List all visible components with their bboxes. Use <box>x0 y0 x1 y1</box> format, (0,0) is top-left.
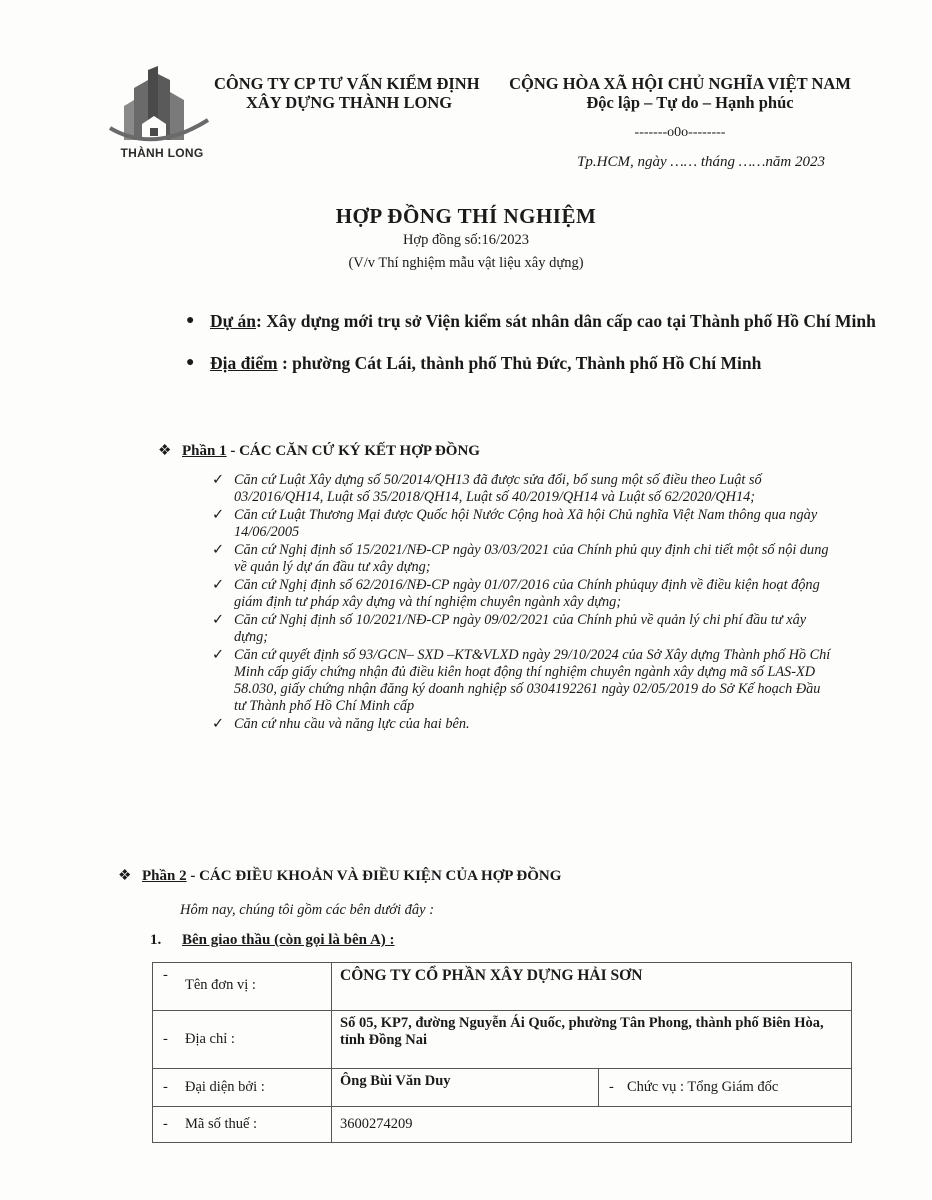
national-slogan: Độc lập – Tự do – Hạnh phúc <box>586 93 794 112</box>
list-item: ✓ Căn cứ Luật Thương Mại được Quốc hội Nước Cộng hoà Xã hội Chủ nghĩa Việt Nam thông qua ngày 14/06/2005 <box>212 507 818 540</box>
representative-label: Đại diện bởi : <box>185 1079 265 1095</box>
tax-code-value: 3600274209 <box>332 1107 852 1143</box>
check-icon: ✓ <box>212 507 224 523</box>
header-separator: -------o0o-------- <box>634 125 726 140</box>
unit-label: Tên đơn vị : <box>185 977 256 993</box>
project-value: : Xây dựng mới trụ sở Viện kiểm sát nhân dân cấp cao tại Thành phố Hồ Chí Minh <box>256 311 876 331</box>
check-icon: ✓ <box>212 542 224 558</box>
dash-marker: - <box>163 1116 168 1132</box>
dash-marker: - <box>163 1079 168 1095</box>
diamond-bullet-icon: ❖ <box>158 443 172 459</box>
tax-code-label: Mã số thuế : <box>185 1116 258 1132</box>
dash-marker: - <box>163 1031 168 1047</box>
document-title: HỢP ĐỒNG THÍ NGHIỆM <box>335 204 597 228</box>
logo-text: THÀNH LONG <box>120 146 204 160</box>
project-label: Dự án <box>210 311 256 331</box>
check-icon: ✓ <box>212 716 224 732</box>
section-2-title: - CÁC ĐIỀU KHOẢN VÀ ĐIỀU KIỆN CỦA HỢP ĐỒNG <box>186 868 562 884</box>
list-item: ✓ Căn cứ Luật Xây dựng số 50/2014/QH13 đã được sửa đổi, bổ sung một số điều theo Luật số 03/2016/QH14, Luật số 35/2018/QH14, Luật số 40/2019/QH14 và Luật số 62/2020/QH14; <box>212 472 762 505</box>
list-item: ✓ Căn cứ Nghị định số 10/2021/NĐ-CP ngày 09/02/2021 của Chính phủ về quản lý chi phí đầu tư xây dựng; <box>212 612 807 645</box>
address-value: Số 05, KP7, đường Nguyễn Ái Quốc, phường Tân Phong, thành phố Biên Hòa, tỉnh Đồng Nai <box>332 1011 852 1069</box>
list-item: ✓ Căn cứ quyết định số 93/GCN– SXD –KT&VLXD ngày 29/10/2024 của Sở Xây dựng Thành phố Hồ Chí Minh cấp giấy chứng nhận đủ điều kiên hoạt động thí nghiệm chuyên ngành xây dựng mã số LAS-XD 58.030, giấy chứng nhận đăng ký doanh nghiệp số 0304192261 ngày 02/05/2019 do Sở Kế hoạch Đầu tư Thành phố Hồ Chí Minh cấp <box>212 647 831 714</box>
project-info <box>186 306 876 378</box>
party-a-heading <box>150 932 395 949</box>
section-1-label: Phần 1 <box>182 443 227 459</box>
bullet-icon: ● <box>186 355 195 370</box>
company-name-line1: CÔNG TY CP TƯ VẤN KIỂM ĐỊNH <box>214 74 480 93</box>
bullet-icon: ● <box>186 313 195 328</box>
contract-number: Hợp đồng số:16/2023 <box>402 232 530 248</box>
table-row <box>153 1011 852 1069</box>
check-icon: ✓ <box>212 577 224 593</box>
check-icon: ✓ <box>212 472 224 488</box>
dash-marker: - <box>609 1079 614 1095</box>
party-a-number: 1. <box>150 932 162 948</box>
list-item: ✓ Căn cứ Nghị định số 62/2016/NĐ-CP ngày 01/07/2016 của Chính phủquy định về điều kiện hoạt động giám định tư pháp xây dựng và thí nghiệm chuyên ngành xây dựng; <box>212 577 820 610</box>
location-value: : phường Cát Lái, thành phố Thủ Đức, Thành phố Hồ Chí Minh <box>277 353 762 373</box>
location-item <box>186 348 876 378</box>
company-name-line2: XÂY DỰNG THÀNH LONG <box>246 93 453 112</box>
diamond-bullet-icon: ❖ <box>118 868 132 884</box>
list-item: ✓ Căn cứ nhu cầu và năng lực của hai bên. <box>212 716 470 732</box>
unit-value: CÔNG TY CỔ PHẦN XÂY DỰNG HẢI SƠN <box>332 963 852 1011</box>
project-item <box>186 306 876 336</box>
building-logo-icon <box>104 66 222 148</box>
parties-intro: Hôm nay, chúng tôi gồm các bên dưới đây : <box>180 902 435 918</box>
legal-bases-list <box>212 472 832 734</box>
representative-value: Ông Bùi Văn Duy <box>332 1069 599 1107</box>
table-row <box>153 1069 852 1107</box>
section-1-heading <box>158 441 480 460</box>
address-label: Địa chỉ : <box>185 1031 235 1047</box>
section-2-heading <box>118 866 561 885</box>
dash-marker: - <box>163 967 168 983</box>
table-row <box>153 1107 852 1143</box>
document-date: Tp.HCM, ngày …… tháng ……năm 2023 <box>577 154 825 170</box>
check-icon: ✓ <box>212 612 224 628</box>
national-header <box>500 74 860 112</box>
national-motto: CỘNG HÒA XÃ HỘI CHỦ NGHĨA VIỆT NAM <box>509 74 851 93</box>
company-name <box>214 74 534 112</box>
check-icon: ✓ <box>212 647 224 663</box>
list-item: ✓ Căn cứ Nghị định số 15/2021/NĐ-CP ngày 03/03/2021 của Chính phủ quy định chi tiết một số nội dung về quản lý dự án đầu tư xây dựng; <box>212 542 829 575</box>
section-1-title: - CÁC CĂN CỨ KÝ KẾT HỢP ĐỒNG <box>226 443 480 459</box>
party-a-title: Bên giao thầu (còn gọi là bên A) : <box>182 932 395 948</box>
position-label: Chức vụ : Tổng Giám đốc <box>627 1079 779 1095</box>
party-a-table <box>152 962 852 1143</box>
location-label: Địa điểm <box>210 353 278 373</box>
table-row <box>153 963 852 1011</box>
section-2-label: Phần 2 <box>142 868 187 884</box>
contract-subject: (V/v Thí nghiệm mẫu vật liệu xây dựng) <box>348 255 584 271</box>
